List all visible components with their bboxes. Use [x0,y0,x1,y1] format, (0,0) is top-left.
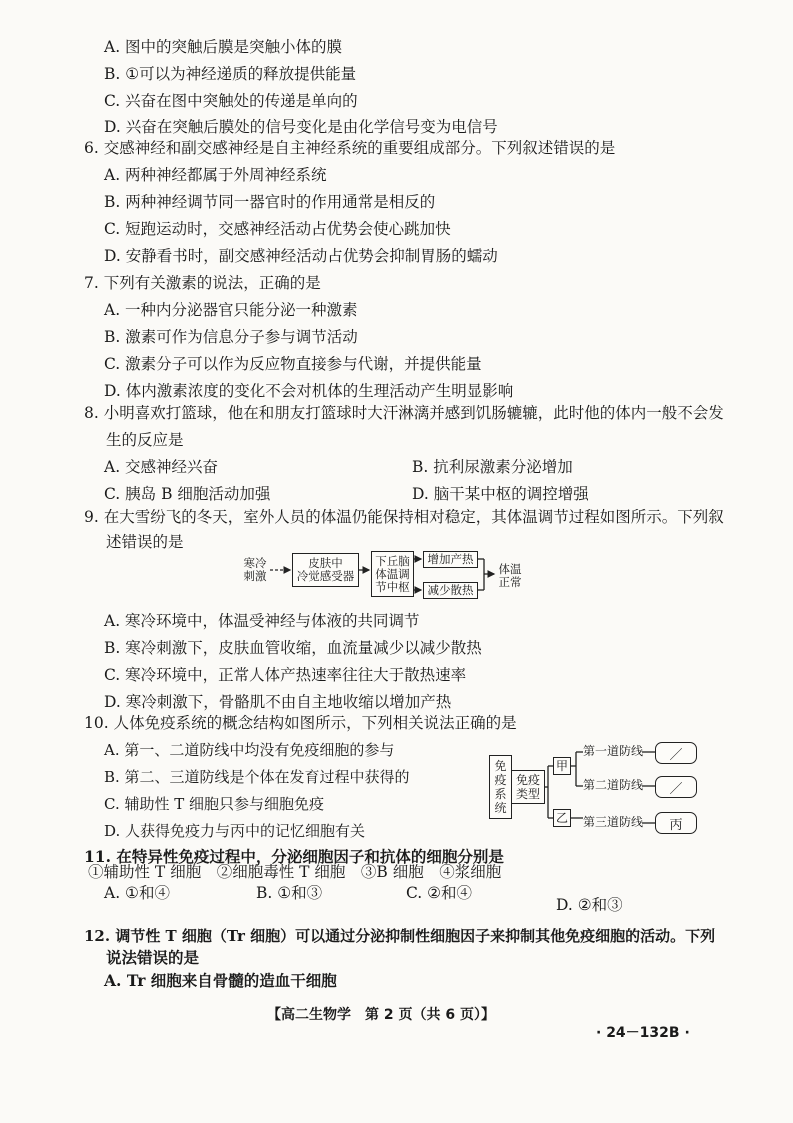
q12-stem-cont: 说法错误的是 [106,948,200,967]
second-line-defense-label: 第二道防线 [583,778,644,792]
q8-option-c: C. 胰岛 B 细胞活动加强 [104,485,271,503]
first-line-slash-box: ／ [655,742,697,764]
q7-option-a: A. 一种内分泌器官只能分泌一种激素 [104,301,358,319]
third-line-defense-label: 第三道防线 [583,815,644,829]
q5-option-c: C. 兴奋在图中突触处的传递是单向的 [104,92,358,110]
increase-heat-box: 增加产热 [423,551,478,568]
q5-option-b: B. ①可以为神经递质的释放提供能量 [104,65,357,83]
q6-stem: 6. 交感神经和副交感神经是自主神经系统的重要组成部分。下列叙述错误的是 [84,139,616,157]
q12-option-a: A. Tr 细胞来自骨髓的造血干细胞 [104,971,337,990]
q6-option-a: A. 两种神经都属于外周神经系统 [104,166,327,184]
q12-stem: 12. 调节性 T 细胞（Tr 细胞）可以通过分泌抑制性细胞因子来抑制其他免疫细胞的活动。下列 [84,927,716,945]
bing-box: 丙 [655,812,697,834]
q11-items: ①辅助性 T 细胞 ②细胞毒性 T 细胞 ③B 细胞 ④浆细胞 [88,863,502,881]
q9-option-d: D. 寒冷刺激下，骨骼肌不由自主地收缩以增加产热 [104,693,452,711]
q10-option-a: A. 第一、二道防线中均没有免疫细胞的参与 [104,741,395,759]
q11-option-c: C. ②和④ [406,884,473,902]
q11-option-b: B. ①和③ [256,884,323,902]
q7-stem: 7. 下列有关激素的说法，正确的是 [84,274,321,292]
immunity-types-box: 免疫 类型 [511,770,545,804]
immune-system-box: 免 疫 系 统 [489,755,512,819]
q5-option-a: A. 图中的突触后膜是突触小体的膜 [104,38,343,56]
type-yi-box: 乙 [553,809,571,827]
q10-option-d: D. 人获得免疫力与丙中的记忆细胞有关 [104,822,366,840]
q5-option-d: D. 兴奋在突触后膜处的信号变化是由化学信号变为电信号 [104,118,498,136]
type-jia-box: 甲 [553,757,571,775]
q11-stem: 11. 在特异性免疫过程中，分泌细胞因子和抗体的细胞分别是 [84,847,504,866]
q11-option-a: A. ①和④ [104,884,170,902]
q8-stem-cont: 生的反应是 [106,431,184,449]
q8-option-d: D. 脑干某中枢的调控增强 [412,485,589,503]
hypothalamus-center-box: 下丘脑 体温调 节中枢 [371,551,414,597]
cold-receptor-box: 皮肤中 冷觉感受器 [292,553,359,587]
q10-stem: 10. 人体免疫系统的概念结构如图所示，下列相关说法正确的是 [84,714,517,732]
q9-stem: 9. 在大雪纷飞的冬天，室外人员的体温仍能保持相对稳定，其体温调节过程如图所示。下列叙 [84,508,724,526]
cold-stimulus-label: 寒冷 刺激 [243,556,267,583]
q9-option-a: A. 寒冷环境中，体温受神经与体液的共同调节 [104,612,420,630]
q10-option-c: C. 辅助性 T 细胞只参与细胞免疫 [104,795,325,813]
paper-code: · 24－132B · [596,1025,690,1041]
q7-option-b: B. 激素可作为信息分子参与调节活动 [104,328,358,346]
q6-option-d: D. 安静看书时，副交感神经活动占优势会抑制胃肠的蠕动 [104,247,498,265]
q10-option-b: B. 第二、三道防线是个体在发育过程中获得的 [104,768,410,786]
normal-temperature-label: 体温 正常 [498,562,522,589]
q9-option-b: B. 寒冷刺激下，皮肤血管收缩，血流量减少以减少散热 [104,639,482,657]
q6-option-b: B. 两种神经调节同一器官时的作用通常是相反的 [104,193,436,211]
reduce-heat-loss-box: 减少散热 [423,582,478,599]
q7-option-d: D. 体内激素浓度的变化不会对机体的生理活动产生明显影响 [104,382,514,400]
first-line-defense-label: 第一道防线 [583,744,644,758]
q11-option-d: D. ②和③ [556,896,623,914]
page-footer: 【高二生物学 第 2 页（共 6 页）】 [267,1007,495,1023]
second-line-slash-box: ／ [655,776,697,798]
q9-option-c: C. 寒冷环境中，正常人体产热速率往往大于散热速率 [104,666,467,684]
q8-stem: 8. 小明喜欢打篮球，他在和朋友打篮球时大汗淋漓并感到饥肠辘辘，此时他的体内一般不会发 [84,404,724,422]
q6-option-c: C. 短跑运动时，交感神经活动占优势会使心跳加快 [104,220,451,238]
q7-option-c: C. 激素分子可以作为反应物直接参与代谢，并提供能量 [104,355,482,373]
q8-option-b: B. 抗利尿激素分泌增加 [412,458,573,476]
q9-stem-cont: 述错误的是 [106,533,184,551]
q8-option-a: A. 交感神经兴奋 [104,458,219,476]
